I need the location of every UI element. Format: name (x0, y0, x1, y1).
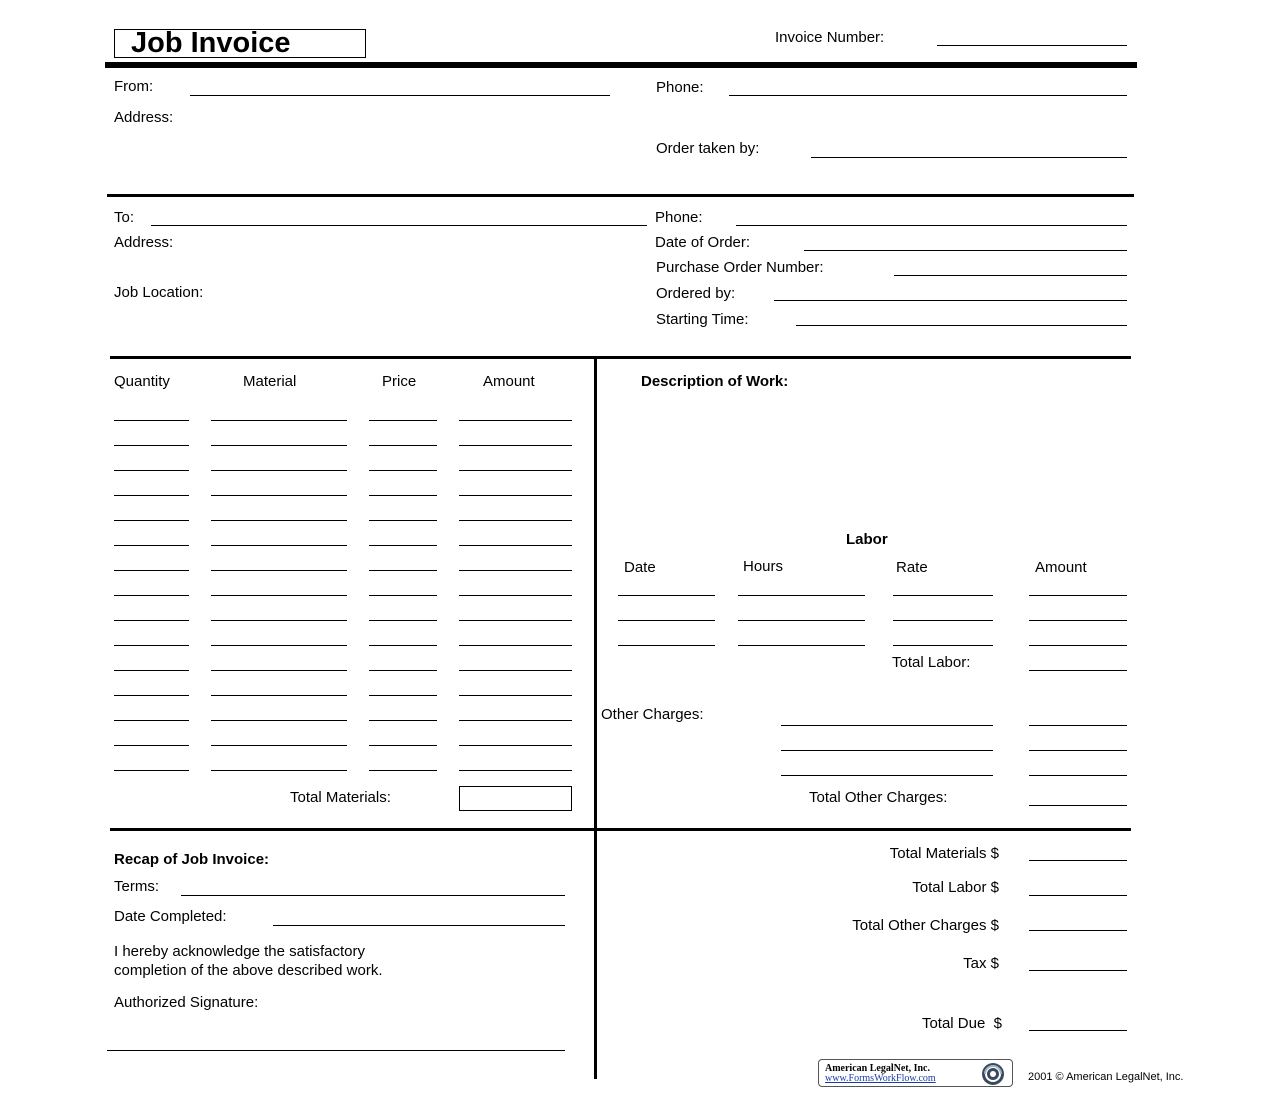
vertical-divider (594, 359, 597, 1079)
labor-date-header: Date (624, 559, 656, 576)
material-amount-field[interactable] (459, 745, 572, 746)
material-amount-field[interactable] (459, 470, 572, 471)
ordered-by-field[interactable] (774, 300, 1127, 301)
material-price-field[interactable] (369, 620, 437, 621)
material-price-field[interactable] (369, 570, 437, 571)
order-taken-by-label: Order taken by: (656, 140, 760, 157)
material-price-field[interactable] (369, 470, 437, 471)
material-amount-field[interactable] (459, 595, 572, 596)
recap-total-other-charges-field[interactable] (1029, 930, 1127, 931)
labor-rate-header: Rate (896, 559, 928, 576)
total-other-charges-label: Total Other Charges: (809, 789, 948, 806)
other-charge-amount-field[interactable] (1029, 775, 1127, 776)
recap-total-labor-label: Total Labor $ (912, 879, 999, 896)
material-quantity-field[interactable] (114, 645, 189, 646)
material-quantity-field[interactable] (114, 745, 189, 746)
material-amount-field[interactable] (459, 445, 572, 446)
to-phone-label: Phone: (655, 209, 703, 226)
acknowledge-line-2: completion of the above described work. (114, 962, 383, 979)
from-field[interactable] (190, 95, 610, 96)
material-amount-field[interactable] (459, 545, 572, 546)
labor-amount-field[interactable] (1029, 645, 1127, 646)
material-quantity-field[interactable] (114, 545, 189, 546)
material-material-field[interactable] (211, 645, 347, 646)
other-charge-description-field[interactable] (781, 750, 993, 751)
material-material-field[interactable] (211, 695, 347, 696)
material-material-field[interactable] (211, 495, 347, 496)
labor-rate-field[interactable] (893, 620, 993, 621)
logo-company-name: American LegalNet, Inc. (825, 1063, 930, 1074)
material-quantity-field[interactable] (114, 670, 189, 671)
invoice-number-field[interactable] (937, 45, 1127, 46)
material-material-field[interactable] (211, 470, 347, 471)
from-phone-field[interactable] (729, 95, 1127, 96)
date-completed-label: Date Completed: (114, 908, 227, 925)
tax-label: Tax $ (963, 955, 999, 972)
acknowledge-line-1: I hereby acknowledge the satisfactory (114, 943, 365, 960)
labor-amount-header: Amount (1035, 559, 1087, 576)
material-quantity-field[interactable] (114, 570, 189, 571)
material-price-field[interactable] (369, 595, 437, 596)
job-location-label: Job Location: (114, 284, 204, 301)
ordered-by-label: Ordered by: (656, 285, 736, 302)
material-material-field[interactable] (211, 445, 347, 446)
labor-hours-field[interactable] (738, 595, 865, 596)
labor-hours-field[interactable] (738, 620, 865, 621)
total-labor-field[interactable] (1029, 670, 1127, 671)
material-price-field[interactable] (369, 670, 437, 671)
material-material-field[interactable] (211, 745, 347, 746)
material-amount-field[interactable] (459, 420, 572, 421)
other-charge-amount-field[interactable] (1029, 750, 1127, 751)
section-rule-1 (107, 194, 1134, 197)
material-material-field[interactable] (211, 520, 347, 521)
globe-icon (976, 1061, 1010, 1087)
other-charges-label: Other Charges: (601, 706, 704, 723)
material-quantity-field[interactable] (114, 520, 189, 521)
total-due-label: Total Due $ (921, 1015, 1002, 1032)
col-quantity-header: Quantity (114, 373, 170, 390)
material-amount-field[interactable] (459, 695, 572, 696)
recap-title: Recap of Job Invoice: (114, 851, 270, 868)
material-quantity-field[interactable] (114, 720, 189, 721)
material-quantity-field[interactable] (114, 495, 189, 496)
section-rule-3 (110, 828, 1131, 831)
col-material-header: Material (243, 373, 297, 390)
material-price-field[interactable] (369, 745, 437, 746)
material-material-field[interactable] (211, 670, 347, 671)
total-other-charges-field[interactable] (1029, 805, 1127, 806)
logo-website-link[interactable]: www.FormsWorkFlow.com (825, 1073, 936, 1084)
starting-time-field[interactable] (796, 325, 1127, 326)
purchase-order-number-field[interactable] (894, 275, 1127, 276)
material-quantity-field[interactable] (114, 445, 189, 446)
material-amount-field[interactable] (459, 770, 572, 771)
tax-field[interactable] (1029, 970, 1127, 971)
material-amount-field[interactable] (459, 720, 572, 721)
labor-date-field[interactable] (618, 620, 715, 621)
to-phone-field[interactable] (736, 225, 1127, 226)
material-price-field[interactable] (369, 720, 437, 721)
material-material-field[interactable] (211, 770, 347, 771)
material-amount-field[interactable] (459, 620, 572, 621)
material-quantity-field[interactable] (114, 595, 189, 596)
authorized-signature-label: Authorized Signature: (114, 994, 259, 1011)
purchase-order-number-label: Purchase Order Number: (656, 259, 824, 276)
labor-date-field[interactable] (618, 595, 715, 596)
material-price-field[interactable] (369, 495, 437, 496)
material-amount-field[interactable] (459, 645, 572, 646)
other-charge-description-field[interactable] (781, 775, 993, 776)
material-price-field[interactable] (369, 770, 437, 771)
material-quantity-field[interactable] (114, 420, 189, 421)
recap-total-materials-label: Total Materials $ (889, 845, 999, 862)
description-of-work-label: Description of Work: (641, 373, 789, 390)
material-price-field[interactable] (369, 645, 437, 646)
date-completed-field[interactable] (273, 925, 565, 926)
labor-hours-field[interactable] (738, 645, 865, 646)
order-taken-by-field[interactable] (811, 157, 1127, 158)
material-amount-field[interactable] (459, 520, 572, 521)
total-materials-label: Total Materials: (290, 789, 391, 806)
material-amount-field[interactable] (459, 495, 572, 496)
labor-amount-field[interactable] (1029, 595, 1127, 596)
material-amount-field[interactable] (459, 570, 572, 571)
recap-total-materials-field[interactable] (1029, 860, 1127, 861)
labor-rate-field[interactable] (893, 645, 993, 646)
page-title: Job Invoice (131, 27, 291, 59)
material-price-field[interactable] (369, 420, 437, 421)
to-field[interactable] (151, 225, 647, 226)
date-of-order-field[interactable] (804, 250, 1127, 251)
material-amount-field[interactable] (459, 670, 572, 671)
col-amount-header: Amount (483, 373, 535, 390)
other-charge-description-field[interactable] (781, 725, 993, 726)
other-charge-amount-field[interactable] (1029, 725, 1127, 726)
section-rule-2 (110, 356, 1131, 359)
material-quantity-field[interactable] (114, 770, 189, 771)
material-price-field[interactable] (369, 545, 437, 546)
terms-label: Terms: (114, 878, 159, 895)
american-legalnet-logo[interactable] (818, 1059, 1013, 1087)
material-material-field[interactable] (211, 720, 347, 721)
labor-rate-field[interactable] (893, 595, 993, 596)
from-phone-label: Phone: (656, 79, 704, 96)
material-material-field[interactable] (211, 595, 347, 596)
terms-field[interactable] (181, 895, 565, 896)
material-price-field[interactable] (369, 695, 437, 696)
material-quantity-field[interactable] (114, 470, 189, 471)
labor-date-field[interactable] (618, 645, 715, 646)
title-box (114, 29, 366, 58)
copyright-text: 2001 © American LegalNet, Inc. (1028, 1071, 1184, 1083)
to-label: To: (114, 209, 135, 226)
labor-title: Labor (846, 531, 888, 548)
material-material-field[interactable] (211, 420, 347, 421)
starting-time-label: Starting Time: (656, 311, 749, 328)
to-address-label: Address: (114, 234, 174, 251)
header-rule (105, 62, 1137, 68)
invoice-number-label: Invoice Number: (775, 29, 885, 46)
recap-total-labor-field[interactable] (1029, 895, 1127, 896)
labor-amount-field[interactable] (1029, 620, 1127, 621)
material-material-field[interactable] (211, 545, 347, 546)
total-materials-box[interactable] (459, 786, 572, 811)
labor-hours-header: Hours (743, 558, 784, 575)
from-address-label: Address: (114, 109, 174, 126)
material-price-field[interactable] (369, 445, 437, 446)
material-material-field[interactable] (211, 570, 347, 571)
date-of-order-label: Date of Order: (655, 234, 751, 251)
material-price-field[interactable] (369, 520, 437, 521)
total-due-field[interactable] (1029, 1030, 1127, 1031)
material-quantity-field[interactable] (114, 620, 189, 621)
material-quantity-field[interactable] (114, 695, 189, 696)
total-labor-label: Total Labor: (892, 654, 971, 671)
signature-field[interactable] (107, 1050, 565, 1051)
from-label: From: (114, 78, 154, 95)
material-material-field[interactable] (211, 620, 347, 621)
recap-total-other-charges-label: Total Other Charges $ (852, 917, 999, 934)
col-price-header: Price (382, 373, 417, 390)
